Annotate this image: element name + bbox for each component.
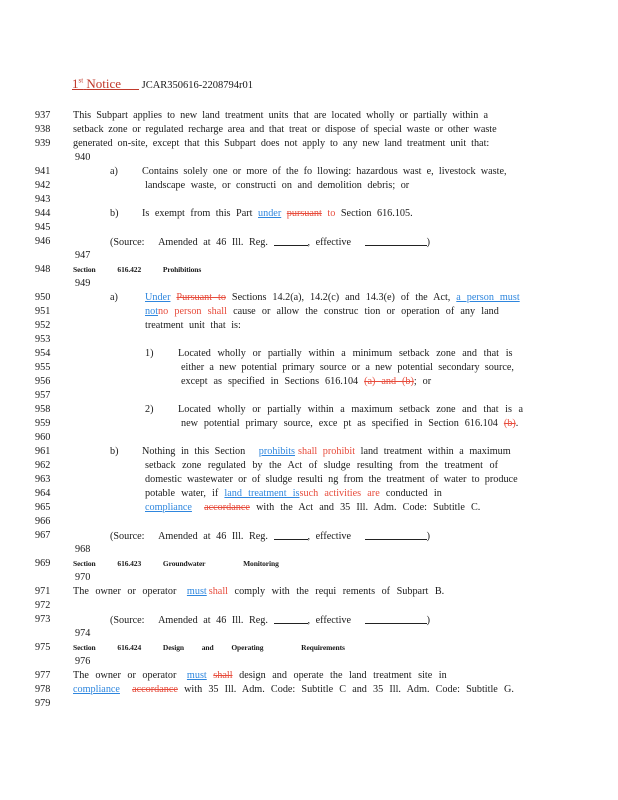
body-text: compliance accordance with 35 Ill. Adm. Code: Subtitle C and 35 Ill. Adm. Code: Subtitle G. [73, 684, 514, 695]
line-number: 977 [35, 670, 51, 681]
line-number: 976 [75, 656, 91, 667]
line-number: 969 [35, 558, 51, 569]
line-number: 979 [35, 698, 51, 709]
deletion: shall [208, 586, 228, 597]
line-number: 965 [35, 502, 51, 513]
line-number: 943 [35, 194, 51, 205]
line-number: 978 [35, 684, 51, 695]
insertion: must [186, 586, 207, 597]
body-text: This Subpart applies to new land treatment units that are located wholly or partially within a [73, 110, 488, 121]
body-text: Located wholly or partially within a minimum setback zone and that is [178, 348, 513, 359]
line-number: 954 [35, 348, 51, 359]
insertion: compliance [73, 684, 120, 695]
section-heading: Section 616.422 Prohibitions [73, 265, 202, 274]
line-number: 946 [35, 236, 51, 247]
line-number: 940 [75, 152, 91, 163]
insertion: compliance [145, 502, 192, 513]
line-number: 963 [35, 474, 51, 485]
line-number: 937 [35, 110, 51, 121]
item-marker: 2) [145, 404, 154, 415]
deletion: no person shall [158, 306, 227, 317]
body-text: new potential primary source, exce pt as specified in Section 616.104 (b). [181, 418, 519, 429]
line-number: 938 [35, 124, 51, 135]
deletion: (b) [503, 418, 516, 429]
body-text: Contains solely one or more of the fo llowing: hazardous wast e, livestock waste, [142, 166, 507, 177]
line-number: 956 [35, 376, 51, 387]
line-number: 962 [35, 460, 51, 471]
source-note: (Source: Amended at 46 Ill. Reg. , effective ) [110, 531, 430, 542]
line-number: 968 [75, 544, 91, 555]
blank-line [274, 614, 308, 624]
line-number: 948 [35, 264, 51, 275]
deletion: shall [213, 670, 233, 681]
line-number: 953 [35, 334, 51, 345]
line-number: 974 [75, 628, 91, 639]
source-note: (Source: Amended at 46 Ill. Reg. , effective ) [110, 237, 430, 248]
line-number: 958 [35, 404, 51, 415]
body-text: setback zone regulated by the Act of sludge resulting from the treatment of [145, 460, 498, 471]
section-heading: Section 616.424 Design and Operating Requirements [73, 643, 345, 652]
line-number: 966 [35, 516, 51, 527]
body-text: domestic wastewater or of sludge resulti ng from the treatment of water to produce [145, 474, 518, 485]
insertion: Under [145, 292, 171, 303]
line-number: 967 [35, 530, 51, 541]
line-number: 960 [35, 432, 51, 443]
item-marker: 1) [145, 348, 154, 359]
line-number: 939 [35, 138, 51, 149]
body-text: potable water, if land treatment issuch activities are conducted in [145, 488, 442, 499]
blank-line [365, 236, 427, 246]
source-note: (Source: Amended at 46 Ill. Reg. , effective ) [110, 615, 430, 626]
body-text: compliance accordance with the Act and 35 Ill. Adm. Code: Subtitle C. [145, 502, 481, 513]
line-number: 947 [75, 250, 91, 261]
line-number: 959 [35, 418, 51, 429]
line-number: 951 [35, 306, 51, 317]
deletion: Pursuant to [176, 292, 226, 303]
section-heading: Section 616.423 Groundwater Monitoring [73, 559, 279, 568]
body-text: Under Pursuant to Sections 14.2(a), 14.2(c) and 14.3(e) of the Act, a person must [145, 292, 520, 303]
deletion: accordance [204, 502, 250, 513]
body-text: Nothing in this Section prohibits shall prohibit land treatment within a maximum [142, 446, 511, 457]
body-text: either a new potential primary source or a new potential secondary source, [181, 362, 514, 373]
deletion: to [327, 208, 336, 219]
blank-line [365, 530, 427, 540]
body-text: notno person shall cause or allow the construc tion or operation of any land [145, 306, 499, 317]
notice-underline [121, 77, 139, 90]
insertion: must [186, 670, 207, 681]
line-number: 952 [35, 320, 51, 331]
line-number: 944 [35, 208, 51, 219]
body-text: Located wholly or partially within a maximum setback zone and that is a [178, 404, 524, 415]
line-number: 961 [35, 446, 51, 457]
line-number: 941 [35, 166, 51, 177]
blank-line [274, 530, 308, 540]
item-marker: b) [110, 446, 119, 457]
deletion: accordance [132, 684, 178, 695]
body-text: generated on-site, except that this Subpart does not apply to any new land treatment unit that: [73, 138, 490, 149]
line-number: 950 [35, 292, 51, 303]
deletion: such activities are [299, 488, 380, 499]
document-header [72, 76, 253, 92]
line-number: 957 [35, 390, 51, 401]
body-text: setback zone or regulated recharge area and that treat or dispose of special waste or other waste [73, 124, 497, 135]
line-number: 972 [35, 600, 51, 611]
item-marker: a) [110, 292, 118, 303]
body-text: The owner or operator must shall design and operate the land treatment site in [73, 670, 447, 681]
line-number: 964 [35, 488, 51, 499]
line-number: 975 [35, 642, 51, 653]
body-text: treatment unit that is: [145, 320, 241, 331]
line-number: 942 [35, 180, 51, 191]
line-number: 955 [35, 362, 51, 373]
deletion: shall prohibit [298, 446, 356, 457]
body-text: The owner or operator must shall comply with the requi rements of Subpart B. [73, 586, 445, 597]
insertion: a person must [456, 292, 520, 303]
insertion: not [145, 306, 159, 317]
body-text: Is exempt from this Part under pursuant to Section 616.105. [142, 208, 413, 219]
deletion: pursuant [286, 208, 322, 219]
item-marker: a) [110, 166, 118, 177]
line-number: 970 [75, 572, 91, 583]
deletion: (a) and (b) [364, 376, 414, 387]
blank-line [365, 614, 427, 624]
line-number: 945 [35, 222, 51, 233]
insertion: prohibits [258, 446, 296, 457]
item-marker: b) [110, 208, 119, 219]
document-code: JCAR350616-2208794r01 [141, 80, 254, 91]
insertion: under [258, 208, 282, 219]
body-text: landscape waste, or constructi on and demolition debris; or [145, 180, 410, 191]
line-number: 949 [75, 278, 91, 289]
insertion: land treatment is [224, 488, 300, 499]
line-number: 973 [35, 614, 51, 625]
line-number: 971 [35, 586, 51, 597]
notice-label: 1st Notice [72, 76, 122, 91]
body-text: except as specified in Sections 616.104 (a) and (b); or [181, 376, 432, 387]
blank-line [274, 236, 308, 246]
